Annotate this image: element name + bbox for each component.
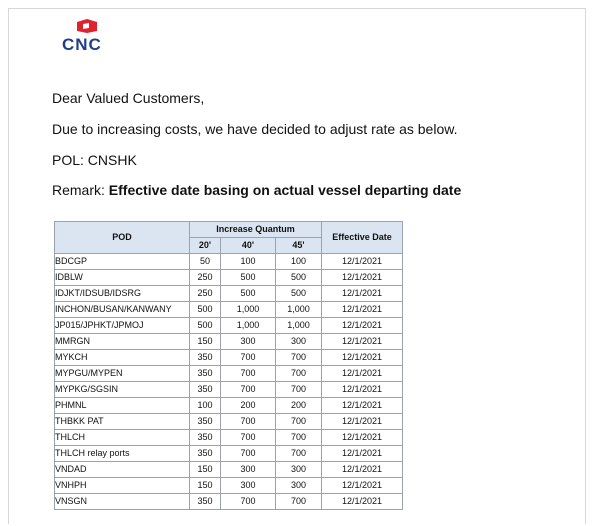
table-row [55, 254, 403, 270]
rate-40ft-cell: 700 [221, 446, 276, 462]
rate-45ft-cell: 300 [276, 334, 322, 350]
effective-date-cell: 12/1/2021 [322, 254, 403, 270]
table-row [55, 494, 403, 510]
pod-cell: PHMNL [55, 398, 190, 414]
table-row [55, 286, 403, 302]
effective-date-cell: 12/1/2021 [322, 286, 403, 302]
rate-40ft-cell: 100 [221, 254, 276, 270]
rate-45ft-cell: 700 [276, 430, 322, 446]
rate-40ft-cell: 500 [221, 286, 276, 302]
effective-date-cell: 12/1/2021 [322, 398, 403, 414]
pod-cell: THBKK PAT [55, 414, 190, 430]
rate-40ft-cell: 300 [221, 462, 276, 478]
rate-45ft-cell: 300 [276, 462, 322, 478]
pod-cell: THLCH relay ports [55, 446, 190, 462]
header-pod: POD [55, 222, 190, 254]
rate-40ft-cell: 300 [221, 334, 276, 350]
rate-20ft-cell: 250 [190, 270, 221, 286]
pod-cell: INCHON/BUSAN/KANWANY [55, 302, 190, 318]
effective-date-cell: 12/1/2021 [322, 414, 403, 430]
effective-date-cell: 12/1/2021 [322, 430, 403, 446]
effective-date-cell: 12/1/2021 [322, 462, 403, 478]
rate-45ft-cell: 700 [276, 350, 322, 366]
rate-45ft-cell: 700 [276, 366, 322, 382]
rate-45ft-cell: 700 [276, 494, 322, 510]
rate-45ft-cell: 500 [276, 286, 322, 302]
rate-20ft-cell: 350 [190, 430, 221, 446]
pod-cell: BDCGP [55, 254, 190, 270]
rate-40ft-cell: 200 [221, 398, 276, 414]
cnc-flag-logo-icon [76, 18, 98, 34]
pod-cell: MMRGN [55, 334, 190, 350]
rate-45ft-cell: 100 [276, 254, 322, 270]
rate-20ft-cell: 250 [190, 286, 221, 302]
remark-text: Effective date basing on actual vessel departing date [108, 182, 462, 198]
rate-45ft-cell: 700 [276, 414, 322, 430]
rate-20ft-cell: 350 [190, 366, 221, 382]
pod-cell: MYKCH [55, 350, 190, 366]
rate-20ft-cell: 500 [190, 318, 221, 334]
rate-20ft-cell: 350 [190, 382, 221, 398]
table-row [55, 414, 403, 430]
rate-40ft-cell: 700 [221, 494, 276, 510]
table-row [55, 446, 403, 462]
effective-date-cell: 12/1/2021 [322, 382, 403, 398]
effective-date-cell: 12/1/2021 [322, 302, 403, 318]
rate-40ft-cell: 700 [221, 414, 276, 430]
table-body [55, 254, 403, 510]
pod-cell: JP015/JPHKT/JPMOJ [55, 318, 190, 334]
rate-20ft-cell: 50 [190, 254, 221, 270]
table-row [55, 350, 403, 366]
rate-45ft-cell: 200 [276, 398, 322, 414]
table-row [55, 366, 403, 382]
pod-cell: VNDAD [55, 462, 190, 478]
logo-text: CNC [62, 35, 102, 54]
table-row [55, 318, 403, 334]
rate-45ft-cell: 300 [276, 478, 322, 494]
pod-cell: THLCH [55, 430, 190, 446]
effective-date-cell: 12/1/2021 [322, 366, 403, 382]
rate-40ft-cell: 700 [221, 430, 276, 446]
rate-20ft-cell: 150 [190, 478, 221, 494]
effective-date-cell: 12/1/2021 [322, 270, 403, 286]
rate-40ft-cell: 700 [221, 366, 276, 382]
rate-table [54, 221, 403, 510]
rate-45ft-cell: 1,000 [276, 318, 322, 334]
table-row [55, 478, 403, 494]
pod-cell: MYPGU/MYPEN [55, 366, 190, 382]
rate-20ft-cell: 150 [190, 334, 221, 350]
rate-45ft-cell: 500 [276, 270, 322, 286]
table-row [55, 270, 403, 286]
effective-date-cell: 12/1/2021 [322, 334, 403, 350]
rate-20ft-cell: 100 [190, 398, 221, 414]
pol-line: POL: CNSHK [52, 152, 137, 168]
header-increase-quantum: Increase Quantum [190, 222, 322, 238]
pod-cell: MYPKG/SGSIN [55, 382, 190, 398]
rate-40ft-cell: 700 [221, 382, 276, 398]
effective-date-cell: 12/1/2021 [322, 494, 403, 510]
rate-20ft-cell: 350 [190, 494, 221, 510]
rate-20ft-cell: 150 [190, 462, 221, 478]
pod-cell: VNSGN [55, 494, 190, 510]
effective-date-cell: 12/1/2021 [322, 446, 403, 462]
rate-45ft-cell: 700 [276, 382, 322, 398]
pod-cell: IDJKT/IDSUB/IDSRG [55, 286, 190, 302]
rate-20ft-cell: 500 [190, 302, 221, 318]
table-row [55, 398, 403, 414]
rate-40ft-cell: 1,000 [221, 302, 276, 318]
table-row [55, 334, 403, 350]
effective-date-cell: 12/1/2021 [322, 318, 403, 334]
header-40ft: 40' [221, 238, 276, 254]
header-45ft: 45' [276, 238, 322, 254]
rate-45ft-cell: 700 [276, 446, 322, 462]
pod-cell: VNHPH [55, 478, 190, 494]
table-row [55, 430, 403, 446]
table-row [55, 462, 403, 478]
rate-40ft-cell: 1,000 [221, 318, 276, 334]
rate-40ft-cell: 500 [221, 270, 276, 286]
rate-20ft-cell: 350 [190, 414, 221, 430]
header-20ft: 20' [190, 238, 221, 254]
table-row [55, 302, 403, 318]
company-logo [62, 18, 118, 58]
greeting: Dear Valued Customers, [52, 90, 205, 106]
rate-20ft-cell: 350 [190, 446, 221, 462]
rate-45ft-cell: 1,000 [276, 302, 322, 318]
table-header-row [55, 222, 403, 238]
intro-text: Due to increasing costs, we have decided to adjust rate as below. [52, 121, 458, 137]
table-row [55, 382, 403, 398]
effective-date-cell: 12/1/2021 [322, 478, 403, 494]
remark-label: Remark: [52, 182, 105, 198]
remark-line [52, 182, 461, 198]
pod-cell: IDBLW [55, 270, 190, 286]
rate-40ft-cell: 300 [221, 478, 276, 494]
rate-20ft-cell: 350 [190, 350, 221, 366]
rate-40ft-cell: 700 [221, 350, 276, 366]
effective-date-cell: 12/1/2021 [322, 350, 403, 366]
header-effective-date: Effective Date [322, 222, 403, 254]
